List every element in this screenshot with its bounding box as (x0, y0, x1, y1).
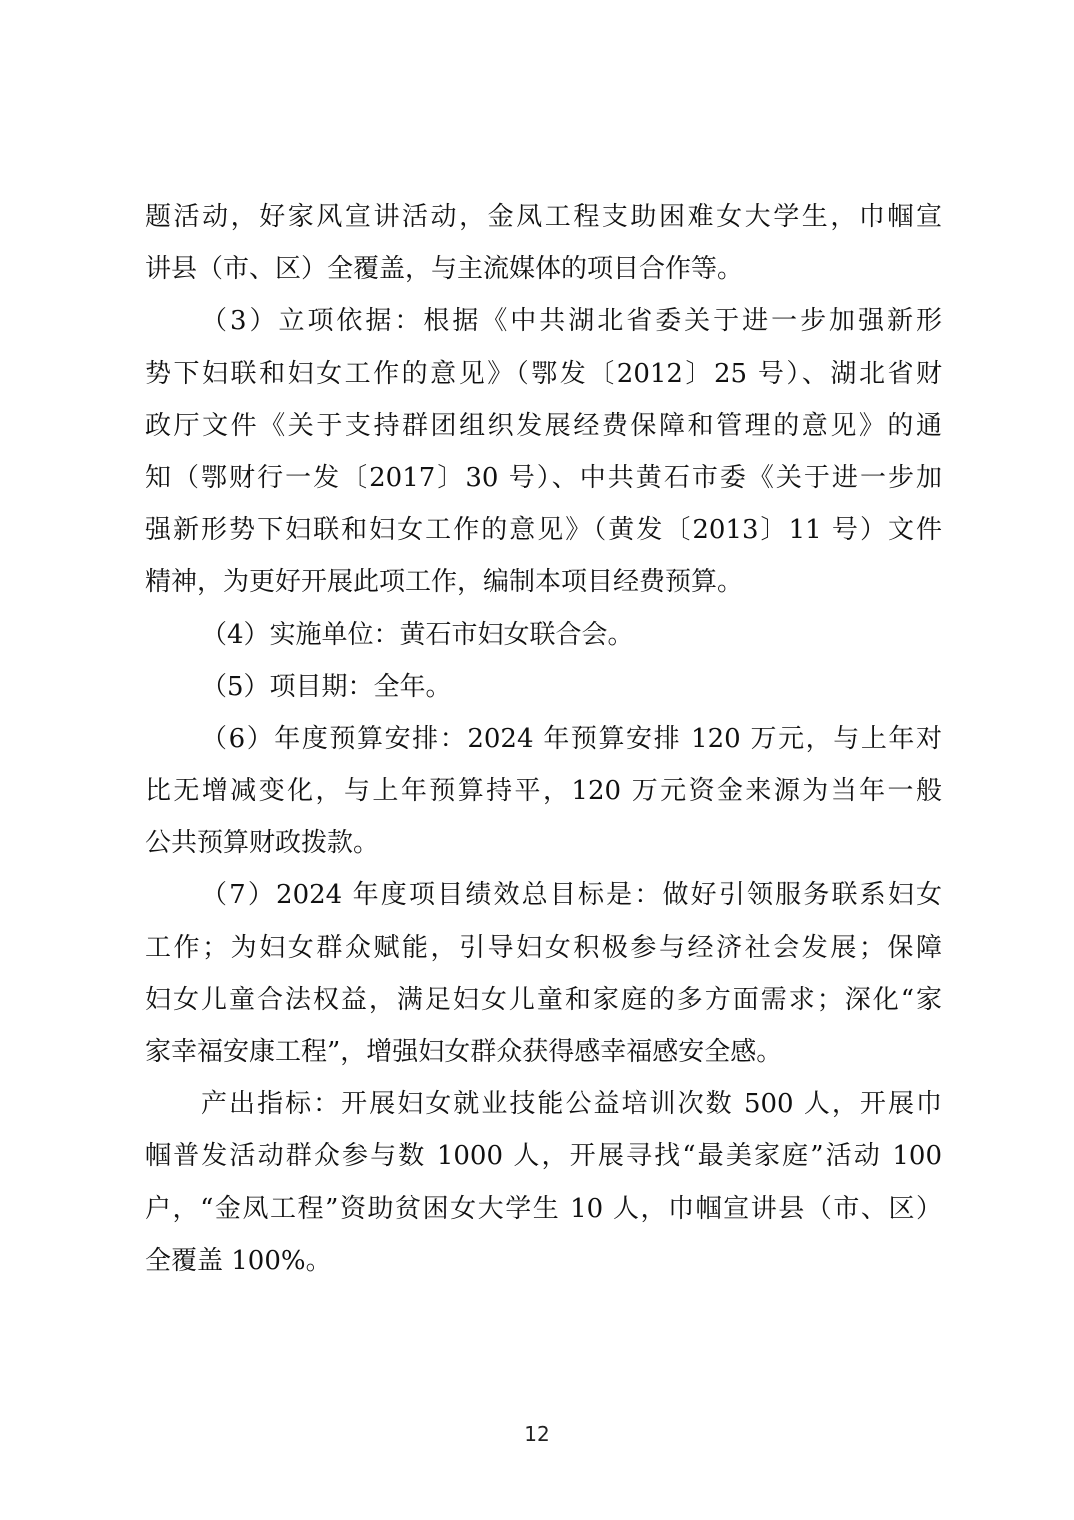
text-line: 题活动，好家风宣讲活动，金凤工程支助困难女大学生，巾帼宣 (145, 202, 942, 232)
text-line: 比无增减变化，与上年预算持平，120 万元资金来源为当年一般 (145, 776, 942, 807)
text-line: 精神，为更好开展此项工作，编制本项目经费预算。 (145, 567, 744, 598)
text-line: 工作；为妇女群众赋能，引导妇女积极参与经济社会发展；保障 (145, 932, 942, 963)
text-line: （4）实施单位：黄石市妇女联合会。 (201, 619, 634, 650)
text-line: （3）立项依据：根据《中共湖北省委关于进一步加强新形 (201, 306, 942, 337)
text-line: 妇女儿童合法权益，满足妇女儿童和家庭的多方面需求；深化“家 (145, 984, 942, 1015)
page-number: 12 (524, 1422, 550, 1446)
text-line: 帼普发活动群众参与数 1000 人，开展寻找“最美家庭”活动 100 (145, 1141, 942, 1172)
text-line: （5）项目期：全年。 (201, 671, 452, 702)
text-line: 产出指标：开展妇女就业技能公益培训次数 500 人，开展巾 (201, 1089, 942, 1120)
text-line: 政厅文件《关于支持群团组织发展经费保障和管理的意见》的通 (145, 410, 942, 441)
text-line: （7）2024 年度项目绩效总目标是：做好引领服务联系妇女 (201, 880, 942, 911)
text-line: 全覆盖 100%。 (145, 1245, 332, 1276)
text-line: 强新形势下妇联和妇女工作的意见》（黄发〔2013〕11 号）文件 (145, 515, 942, 546)
text-line: 知（鄂财行一发〔2017〕30 号）、中共黄石市委《关于进一步加 (145, 462, 942, 493)
text-line: 家幸福安康工程”，增强妇女群众获得感幸福感安全感。 (145, 1037, 783, 1067)
text-line: 势下妇联和妇女工作的意见》（鄂发〔2012〕25 号）、湖北省财 (145, 358, 942, 389)
text-line: 讲县（市、区）全覆盖，与主流媒体的项目合作等。 (145, 254, 744, 285)
body-text (145, 191, 942, 1287)
text-line: 户，“金凤工程”资助贫困女大学生 10 人，巾帼宣讲县（市、区） (145, 1193, 942, 1224)
text-line: 公共预算财政拨款。 (145, 828, 380, 859)
text-line: （6）年度预算安排：2024 年预算安排 120 万元，与上年对 (201, 723, 942, 754)
